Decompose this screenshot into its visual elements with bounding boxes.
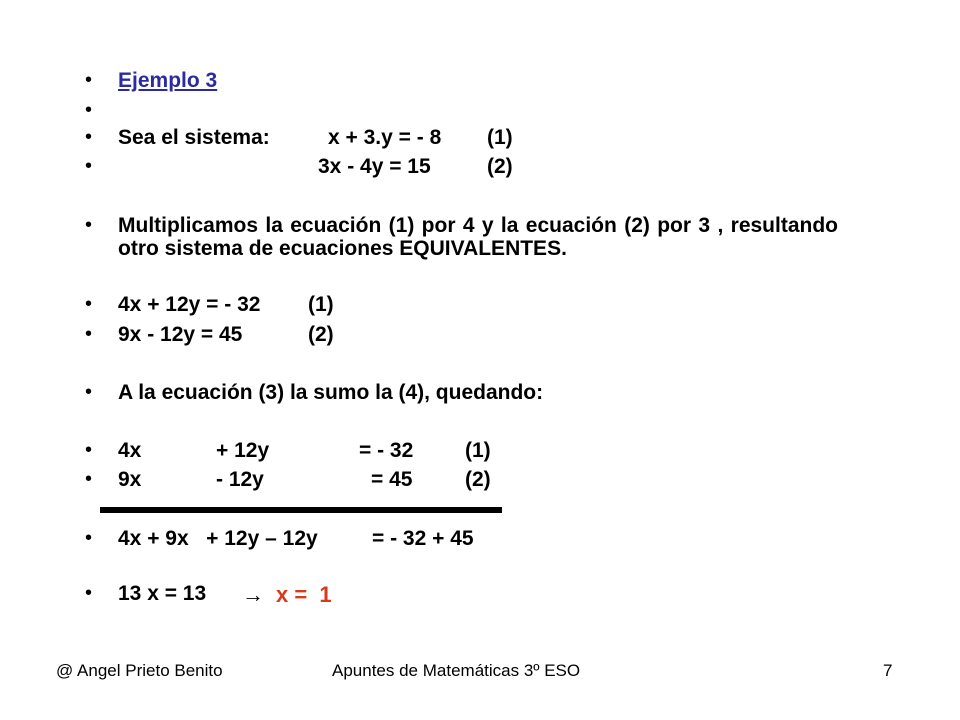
equivalent-eq2-tag: (2)	[308, 323, 334, 346]
system-eq1-tag: (1)	[487, 126, 513, 149]
sum-row-2-tag: (2)	[465, 468, 491, 491]
bullet: •	[85, 99, 93, 121]
summed-rhs: = - 32 + 45	[372, 527, 474, 550]
sum-row-1-x: 4x	[118, 439, 142, 462]
bullet: •	[85, 439, 93, 461]
equivalent-eq1-expr: 4x + 12y = - 32	[118, 293, 261, 316]
system-eq1-expr: x + 3.y = - 8	[328, 126, 442, 149]
bullet: •	[85, 69, 93, 91]
sum-row-2-rhs: = 45	[371, 468, 413, 491]
sum-row-1-y: + 12y	[216, 439, 270, 462]
bullet: •	[85, 468, 93, 490]
system-label: Sea el sistema:	[118, 126, 270, 149]
sum-row-1-rhs: = - 32	[359, 439, 414, 462]
sum-text: A la ecuación (3) la sumo la (4), quedando:	[118, 381, 544, 404]
summed-lhs: 4x + 9x + 12y – 12y	[118, 527, 318, 550]
bullet: •	[85, 155, 93, 177]
bullet: •	[85, 293, 93, 315]
slide-title: Ejemplo 3	[118, 69, 218, 92]
bullet: •	[85, 582, 93, 604]
sum-row-1-tag: (1)	[465, 439, 491, 462]
bullet: •	[85, 214, 93, 236]
bullet: •	[85, 527, 93, 549]
arrow-right-icon: →	[242, 582, 264, 607]
sum-divider	[100, 507, 502, 513]
system-eq2-tag: (2)	[487, 155, 513, 178]
system-eq2-expr: 3x - 4y = 15	[318, 155, 431, 178]
bullet: •	[85, 323, 93, 345]
equivalent-eq1-tag: (1)	[308, 293, 334, 316]
sum-row-2-y: - 12y	[216, 468, 264, 491]
footer-page-number: 7	[883, 661, 893, 680]
bullet: •	[85, 381, 93, 403]
footer-course: Apuntes de Matemáticas 3º ESO	[332, 661, 581, 680]
explanation-paragraph: Multiplicamos la ecuación (1) por 4 y la ecuación (2) por 3 , resultando otro sistema de ecuaciones EQUIVALENTES.	[118, 214, 838, 260]
bullet: •	[85, 126, 93, 148]
sum-row-2-x: 9x	[118, 468, 142, 491]
final-lhs: 13 x = 13	[118, 582, 207, 605]
footer-author: @ Angel Prieto Benito	[56, 661, 223, 680]
final-result: x = 1	[276, 582, 332, 607]
equivalent-eq2-expr: 9x - 12y = 45	[118, 323, 243, 346]
